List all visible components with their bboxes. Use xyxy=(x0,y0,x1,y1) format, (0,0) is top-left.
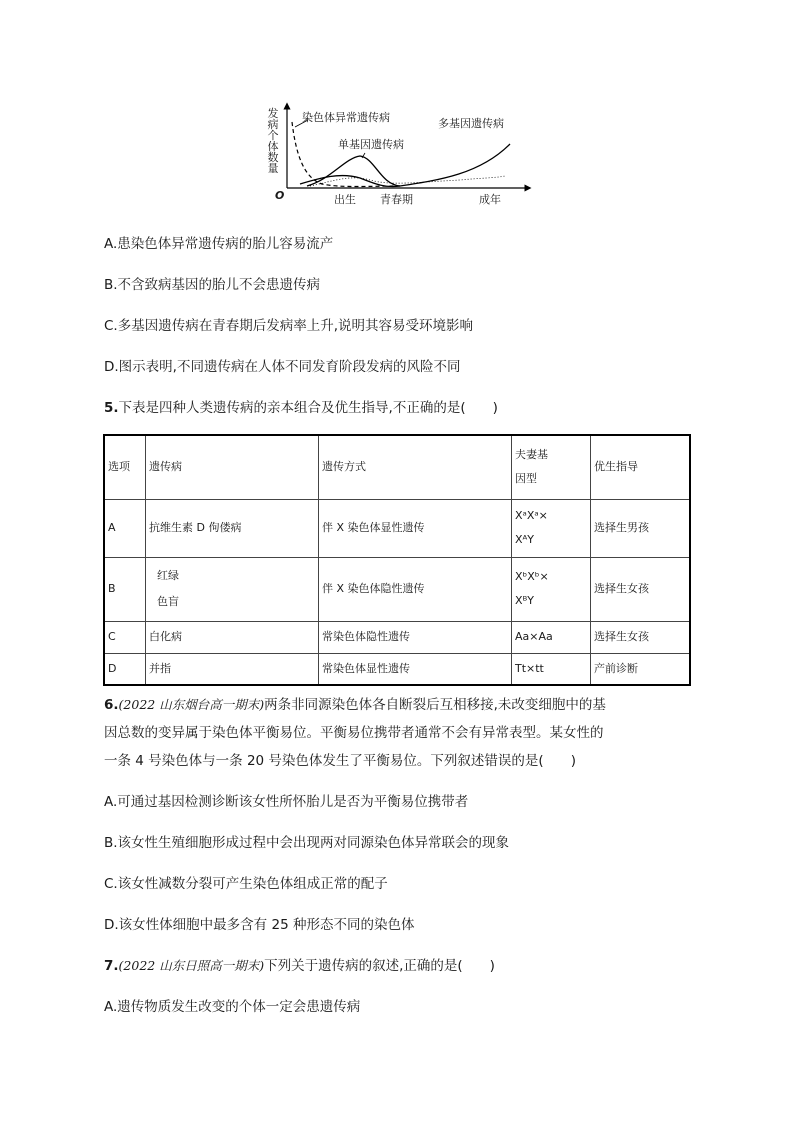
row-b-disease-2: 色盲 xyxy=(157,595,179,608)
row-c-disease: 白化病 xyxy=(146,621,319,653)
header-mode: 遗传方式 xyxy=(319,435,512,499)
y-axis-label: 发病个体数量 xyxy=(267,107,279,175)
q6-option-d: D.该女性体细胞中最多含有 25 种形态不同的染色体 xyxy=(104,917,415,933)
row-b-disease-1: 红绿 xyxy=(157,569,179,582)
x-tick-puberty: 青春期 xyxy=(380,193,413,206)
header-genotype-line2: 因型 xyxy=(515,472,537,486)
q7-stem xyxy=(104,958,495,974)
q4-option-d: D.图示表明,不同遗传病在人体不同发育阶段发病的风险不同 xyxy=(104,359,461,375)
genetics-table xyxy=(103,434,691,686)
q7-option-a: A.遗传物质发生改变的个体一定会患遗传病 xyxy=(104,999,361,1015)
row-b-genotype-2: XᴮY xyxy=(515,594,535,607)
x-tick-birth: 出生 xyxy=(334,193,356,206)
q6-option-a: A.可通过基因检测诊断该女性所怀胎儿是否为平衡易位携带者 xyxy=(104,794,469,810)
row-a-advice: 选择生男孩 xyxy=(591,499,691,557)
row-a-option: A xyxy=(104,499,146,557)
q4-option-b: B.不含致病基因的胎儿不会患遗传病 xyxy=(104,277,321,293)
q6-stem-line3: 一条 4 号染色体与一条 20 号染色体发生了平衡易位。下列叙述错误的是( ) xyxy=(104,753,576,769)
chromosomal-label: 染色体异常遗传病 xyxy=(302,111,390,124)
row-b-disease xyxy=(146,557,319,621)
table-row xyxy=(104,557,690,621)
table-row xyxy=(104,621,690,653)
header-genotype xyxy=(512,435,591,499)
incidence-figure xyxy=(260,100,535,212)
row-d-disease: 并指 xyxy=(146,653,319,685)
table-row xyxy=(104,499,690,557)
q6-text-1: 两条非同源染色体各自断裂后互相移接,未改变细胞中的基 xyxy=(264,697,606,713)
row-d-option: D xyxy=(104,653,146,685)
single-gene-curve xyxy=(307,156,400,186)
multi-gene-curve xyxy=(300,144,510,187)
q6-option-c: C.该女性减数分裂可产生染色体组成正常的配子 xyxy=(104,876,388,892)
row-b-mode: 伴 X 染色体隐性遗传 xyxy=(319,557,512,621)
row-d-mode: 常染色体显性遗传 xyxy=(319,653,512,685)
q5-stem xyxy=(104,400,498,416)
row-c-mode: 常染色体隐性遗传 xyxy=(319,621,512,653)
q6-source: (2022 山东烟台高一期末) xyxy=(118,697,265,712)
q4-option-a: A.患染色体异常遗传病的胎儿容易流产 xyxy=(104,236,334,252)
row-d-advice: 产前诊断 xyxy=(591,653,691,685)
q6-option-b: B.该女性生殖细胞形成过程中会出现两对同源染色体异常联会的现象 xyxy=(104,835,510,851)
header-disease: 遗传病 xyxy=(146,435,319,499)
row-a-genotype-2: XᴬY xyxy=(515,533,534,546)
row-b-genotype-1: XᵇXᵇ× xyxy=(515,570,549,583)
row-c-option: C xyxy=(104,621,146,653)
origin-label: O xyxy=(275,189,285,202)
row-a-genotype xyxy=(512,499,591,557)
q7-number: 7. xyxy=(104,958,119,974)
table-row xyxy=(104,653,690,685)
x-tick-adult: 成年 xyxy=(479,193,501,206)
row-d-genotype: Tt×tt xyxy=(512,653,591,685)
q5-number: 5. xyxy=(104,400,119,416)
row-a-mode: 伴 X 染色体显性遗传 xyxy=(319,499,512,557)
row-c-genotype: Aa×Aa xyxy=(512,621,591,653)
q5-text: 下表是四种人类遗传病的亲本组合及优生指导,不正确的是( ) xyxy=(118,400,498,416)
q7-source: (2022 山东日照高一期末) xyxy=(118,958,265,973)
multi-gene-label: 多基因遗传病 xyxy=(438,117,504,130)
q6-stem-line2: 因总数的变异属于染色体平衡易位。平衡易位携带者通常不会有异常表型。某女性的 xyxy=(104,725,604,741)
header-option: 选项 xyxy=(104,435,146,499)
row-b-genotype xyxy=(512,557,591,621)
q6-stem-line1 xyxy=(104,697,606,713)
row-c-advice: 选择生女孩 xyxy=(591,621,691,653)
q4-option-c: C.多基因遗传病在青春期后发病率上升,说明其容易受环境影响 xyxy=(104,318,474,334)
single-gene-label: 单基因遗传病 xyxy=(338,138,404,151)
table-header-row xyxy=(104,435,690,499)
row-b-advice: 选择生女孩 xyxy=(591,557,691,621)
q7-text: 下列关于遗传病的叙述,正确的是( ) xyxy=(264,958,495,974)
header-advice: 优生指导 xyxy=(591,435,691,499)
row-a-genotype-1: XᵃXᵃ× xyxy=(515,509,548,522)
row-a-disease: 抗维生素 D 佝偻病 xyxy=(146,499,319,557)
header-genotype-line1: 夫妻基 xyxy=(515,448,548,462)
q6-number: 6. xyxy=(104,697,119,713)
row-b-option: B xyxy=(104,557,146,621)
